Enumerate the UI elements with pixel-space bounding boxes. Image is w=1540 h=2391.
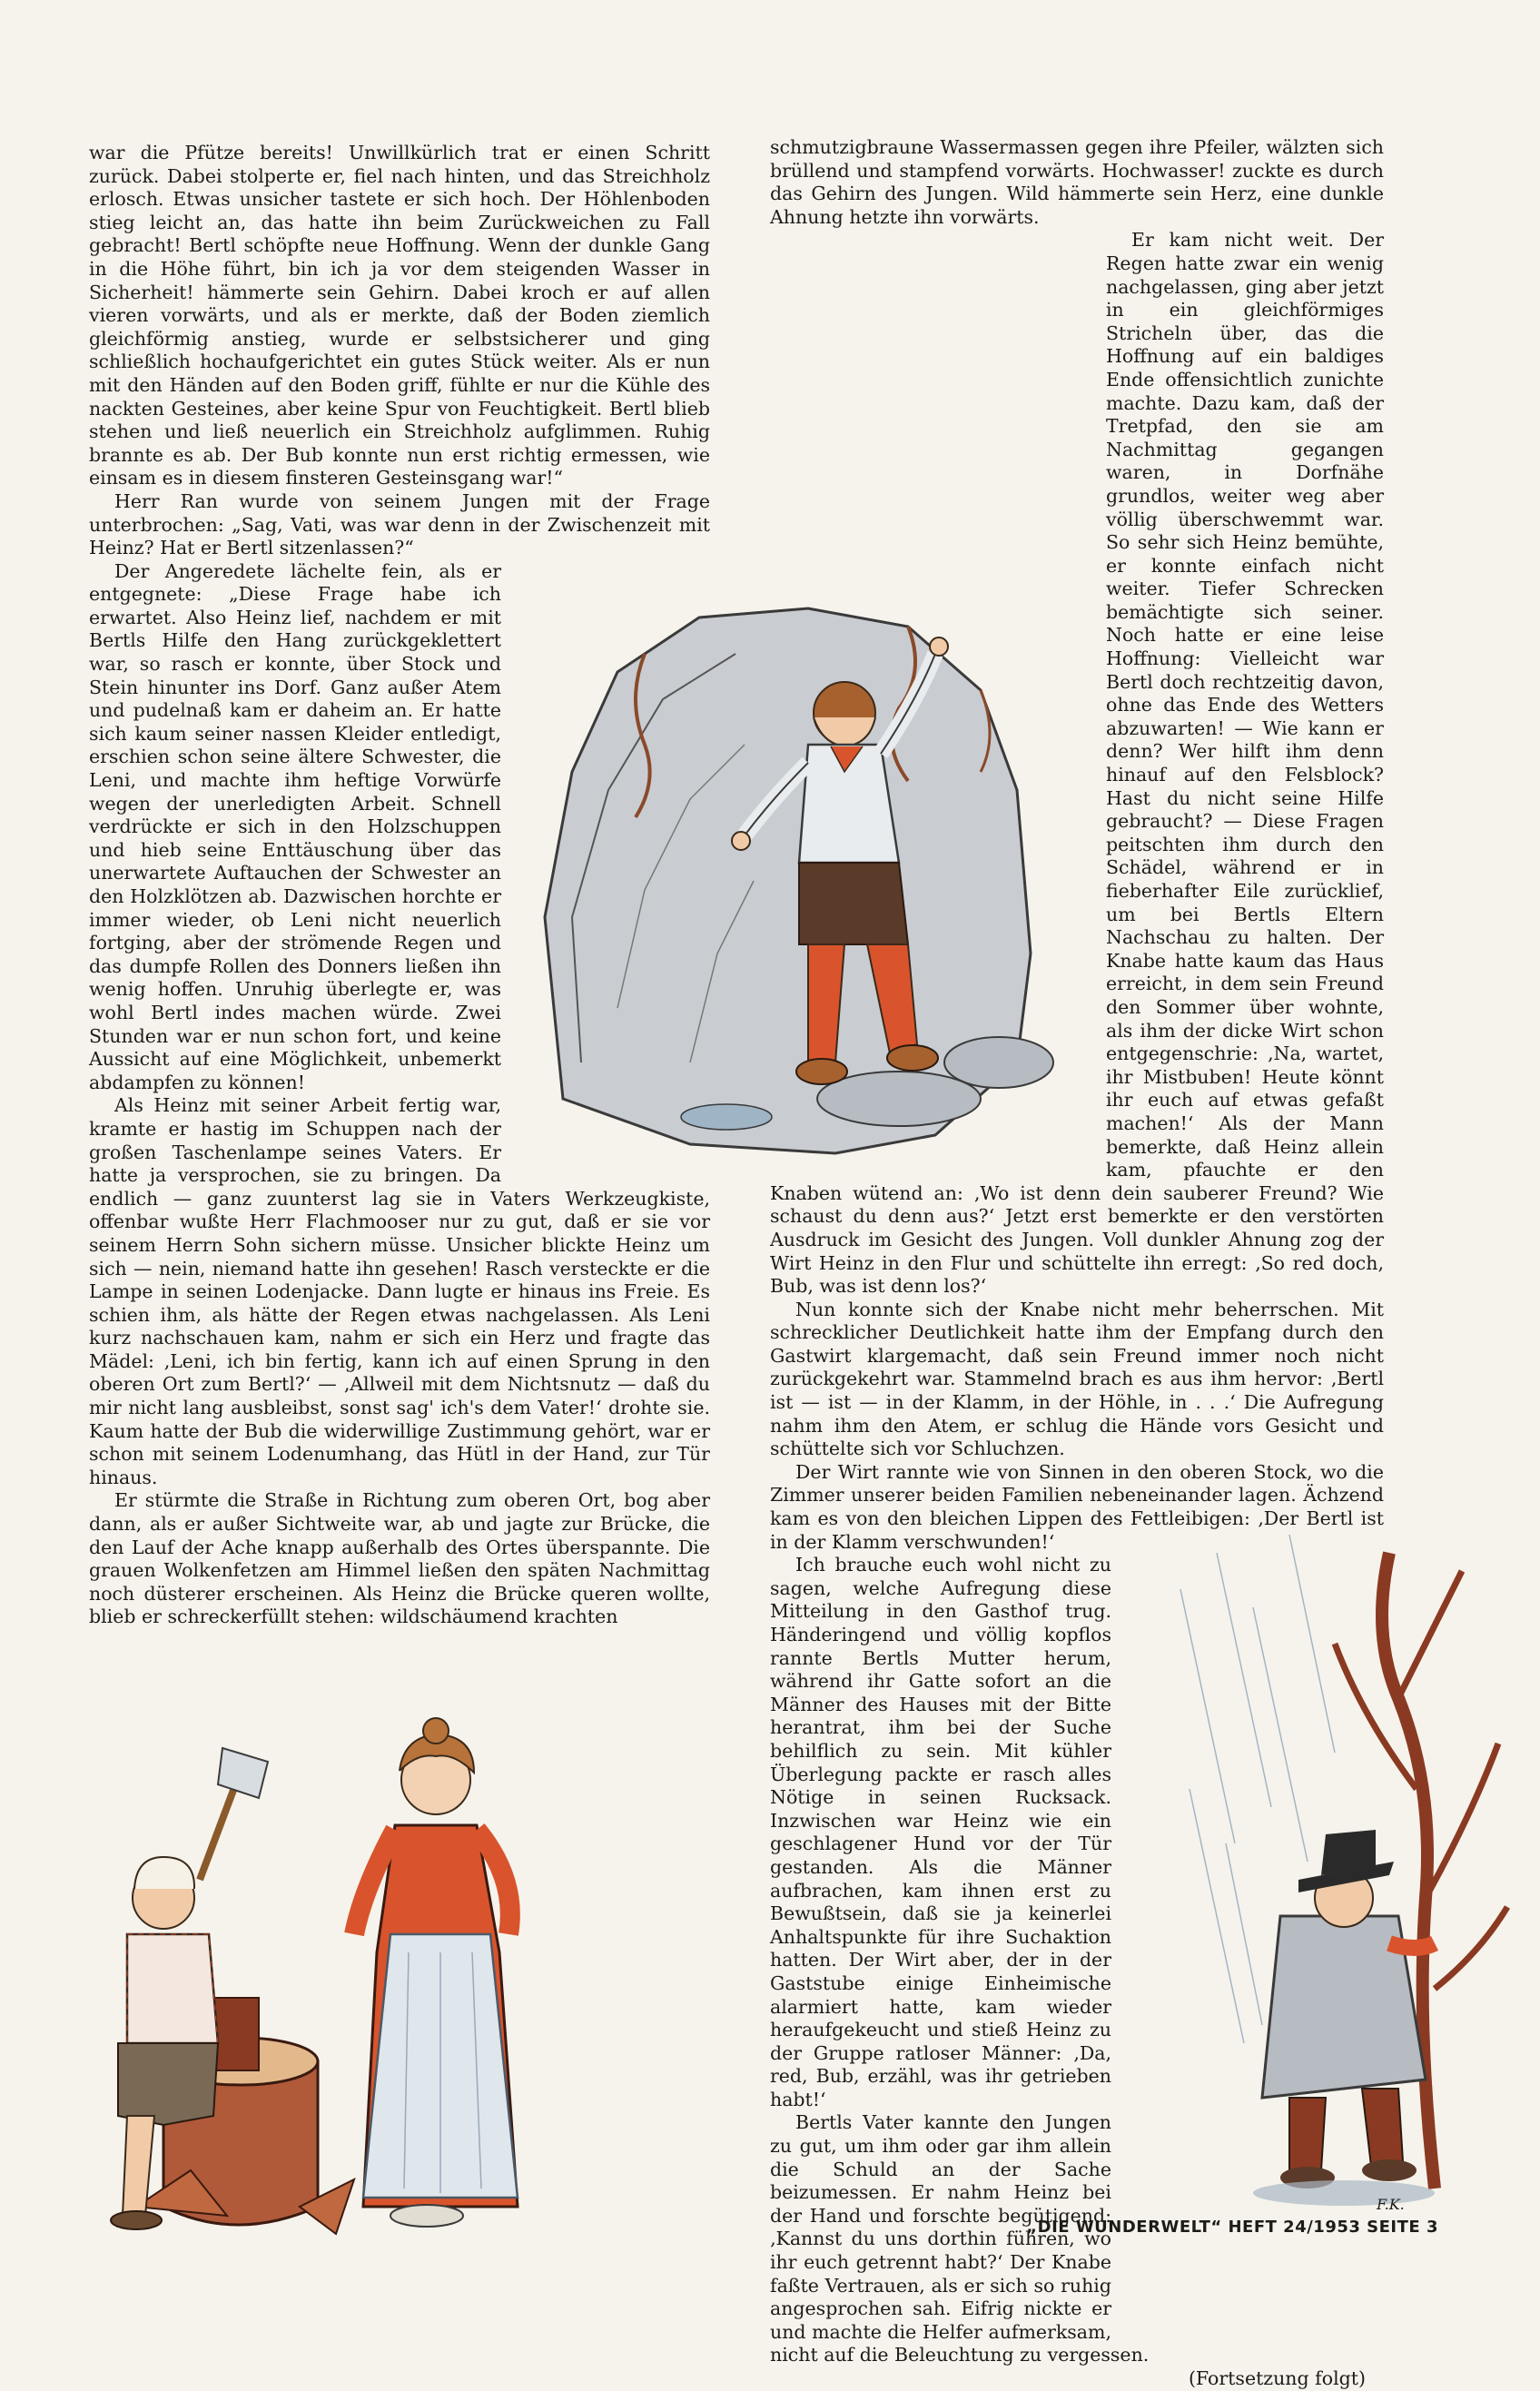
paragraph: Er kam nicht weit. Der Regen hatte zwar ein wenig nachgelassen, ging aber jetzt in ein gleichförmiges Stricheln über, das die Hoffnung auf ein baldiges Ende offensichtlich zunichte machte. Dazu kam, daß der Tretpfad, den sie am Nachmittag gegangen waren, in Dorfnähe grundlos, weiter weg aber völlig überschwemmt war. So sehr sich Heinz bemühte, er konnte einfach nicht weiter. Tiefer Schrecken bemächtigte sich seiner. Noch hatte er eine leise Hoffnung: Vielleicht war Bertl doch rechtzeitig davon, ohne das Ende des Wetters abzuwarten! — Wie kann er denn? Wer hilft ihm denn hinauf auf den Felsblock? Hast du nicht seine Hilfe gebraucht? — Diese Fragen peitschten ihm durch den Schädel, während er in fieberhafter Eile zurücklief, um bei Bertls Eltern Nachschau zu halten. Der Knabe hatte kaum das Haus erreicht, in dem sein Freund den Sommer über wohnte, als ihm der dicke Wirt schon entgegenschrie: ‚Na, wartet, ihr Mistbuben! Heute könnt ihr euch auf etwas gefaßt machen!‘ Als der Mann bemerkte, daß Heinz allein kam, pfauchte er den Knaben wütend an: ‚Wo ist denn dein sauberer Freund? Wie schaust du denn aus?‘ Jetzt erst bemerkte er den verstörten Ausdruck im Gesicht des Jungen. Voll dunkler Ahnung zog der Wirt Heinz in den Flur und schüttelte ihn erregt: ‚So red doch, Bub, was ist denn los?‘ xyxy=(770,229,1384,1298)
boy-in-cave-illustration xyxy=(508,590,1090,1171)
paragraph: Ich brauche euch wohl nicht zu sagen, welche Aufregung diese Mitteilung in den Gasthof trug. Händeringend und völlig kopflos rannte Bertls Mutter herum, während ihr Gatte sofort an die Männer des Hauses mit der Bitte herantrat, ihm bei der Suche behilflich zu sein. Mit kühler Überlegung packte er rasch alles Nötige in seinen Rucksack. Inzwischen war Heinz wie ein geschlagener Hund vor der Tür gestanden. Als die Männer aufbrachen, kam ihnen erst zu Bewußtsein, daß sie ja keinerlei Anhaltspunkte für ihre Suchaktion hatten. Der Wirt aber, der in der Gaststube einige Einheimische alarmiert hatte, kam wieder heraufgekeucht und stieß Heinz zu der Gruppe ratloser Männer: ‚Da, red, Bub, erzähl, was ihr getrieben habt!‘ xyxy=(770,1554,1111,2110)
paragraph: Als Heinz mit seiner Arbeit fertig war, kramte er hastig im Schuppen nach der großen Taschenlampe seines Vaters. Er hatte ja versprochen, sie zu bringen. Da endlich — ganz zuunterst lag sie in Vaters Werkzeugkiste, offenbar wußte Herr Flachmooser nur zu gut, daß er sie vor seinem Herrn Sohn sichern müsse. Unsicher blickte Heinz um sich — nein, niemand hatte ihn gesehen! Rasch versteckte er die Lampe in seinen Lodenjacke. Dann lugte er hinaus ins Freie. Es schien ihm, als hätte der Regen etwas nachgelassen. Als Leni kurz nachschauen kam, nahm er sich ein Herz und fragte das Mädel: ‚Leni, ich bin fertig, kann ich auf einen Sprung in den oberen Ort zum Bertl?‘ — ‚Allweil mit dem Nichtsnutz — daß du mir nicht lang ausbleibst, sonst sag' ich's dem Vater!‘ drohte sie. Kaum hatte der Bub die widerwillige Zustimmung gehört, war er schon mit seinem Lodenumhang, das Hütl in der Hand, zur Tür hinaus. xyxy=(89,1094,710,1488)
boy-in-rain-by-tree-illustration xyxy=(1162,1517,1516,2207)
paragraph: Der Angeredete lächelte fein, als er entgegnete: „Diese Frage habe ich erwartet. Also Heinz lief, nachdem er mit Bertls Hilfe den Hang zurückgeklettert war, so rasch er konnte, über Stock und Stein hinunter ins Dorf. Ganz außer Atem und pudelnaß kam er daheim an. Er hatte sich kaum seiner nassen Kleider entledigt, erschien schon seine ältere Schwester, die Leni, und machte ihm heftige Vorwürfe wegen der unerledigten Arbeit. Schnell verdrückte er sich in den Holzschuppen und hieb seine Enttäuschung über das unerwartete Auftauchen der Schwester an den Holzklötzen ab. Dazwischen horchte er immer wieder, ob Leni nicht neuerlich fortging, aber der strömende Regen und das dumpfe Rollen des Donners ließen ihn wenig hoffen. Unruhig überlegte er, was wohl Bertl indes machen würde. Zwei Stunden war er nun schon fort, und keine Aussicht auf eine Möglichkeit, unbemerkt abdampfen zu können! xyxy=(89,559,501,1093)
paragraph: Nun konnte sich der Knabe nicht mehr beherrschen. Mit schrecklicher Deutlichkeit hatte ihm der Empfang durch den Gastwirt klargemacht, daß sein Freund immer noch nicht zurückgekehrt war. Stammelnd brach es aus ihm hervor: ‚Bertl ist — ist — in der Klamm, in der Höhle, in . . .‘ Die Aufregung nahm ihm den Atem, er schlug die Hände vors Gesicht und schüttelte sich vor Schluchzen. xyxy=(770,1298,1384,1460)
boy-chopping-wood-and-leni-illustration xyxy=(27,1662,681,2243)
artist-signature: F.K. xyxy=(1377,2196,1405,2213)
paragraph: war die Pfütze bereits! Unwillkürlich trat er einen Schritt zurück. Dabei stolperte er, fiel nach hinten, und das Streichholz erlosch. Etwas unsicher tastete er sich hoch. Der Höhlenboden stieg leicht an, das hatte ihn beim Zurückweichen zu Fall gebracht! Bertl schöpfte neue Hoffnung. Wenn der dunkle Gang in die Höhe führt, bin ich ja vor dem steigenden Wasser in Sicherheit! hämmerte sein Gehirn. Dabei kroch er auf allen vieren vorwärts, und als er merkte, daß der Boden ziemlich gleichförmig anstieg, wurde er selbstsicherer und ging schließlich hochaufgerichtet ein gutes Stück weiter. Als er nun mit den Händen auf den Boden griff, fühlte er nur die Kühle des nackten Gesteines, aber keine Spur von Feuchtigkeit. Bertl blieb stehen und ließ neuerlich ein Streichholz aufglimmen. Ruhig brannte es ab. Der Bub konnte nun erst richtig ermessen, wie einsam es in diesem finsteren Gesteinsgang war!“ xyxy=(89,142,710,489)
paragraph: Er stürmte die Straße in Richtung zum oberen Ort, bog aber dann, als er außer Sichtweite war, ab und jagte zur Brücke, die den Lauf der Ache knapp außerhalb des Ortes überspannte. Die grauen Wolkenfetzen am Himmel ließen den späten Nachmittag noch düsterer erscheinen. Als Heinz die Brücke queren wollte, blieb er schreckerfüllt stehen: wildschäumend krachten xyxy=(89,1489,710,1628)
paragraph: Der Wirt rannte wie von Sinnen in den oberen Stock, wo die Zimmer unserer beiden Familien nebeneinander lagen. Ächzend kam es von den bleichen Lippen des Fettleibigen: ‚Der Bertl ist in der Klamm verschwunden!‘ xyxy=(770,1460,1384,1553)
paragraph: schmutzigbraune Wassermassen gegen ihre Pfeiler, wälzten sich brüllend und stampfend vorwärts. Hochwasser! zuckte es durch das Gehirn des Jungen. Wild hämmerte sein Herz, eine dunkle Ahnung hetzte ihn vorwärts. xyxy=(770,136,1384,228)
continuation-note: (Fortsetzung folgt) xyxy=(1188,2367,1366,2389)
paragraph: Herr Ran wurde von seinem Jungen mit der Frage unterbrochen: „Sag, Vati, was war denn in der Zwischenzeit mit Heinz? Hat er Bertl sitzenlassen?“ xyxy=(89,489,710,559)
page-footer: „DIE WUNDERWELT“ HEFT 24/1953 SEITE 3 xyxy=(1026,2218,1438,2237)
paragraph: Bertls Vater kannte den Jungen zu gut, um ihm oder gar ihm allein die Schuld an der Sache beizumessen. Er nahm Heinz bei der Hand und forschte begütigend: ‚Kannst du uns dorthin führen, wo ihr euch getrennt habt?‘ Der Knabe faßte Vertrauen, als er sich so ruhig angesprochen sah. Eifrig nickte er und machte die Helfer aufmerksam, nicht auf die Beleuchtung zu vergessen. xyxy=(770,2111,1150,2366)
